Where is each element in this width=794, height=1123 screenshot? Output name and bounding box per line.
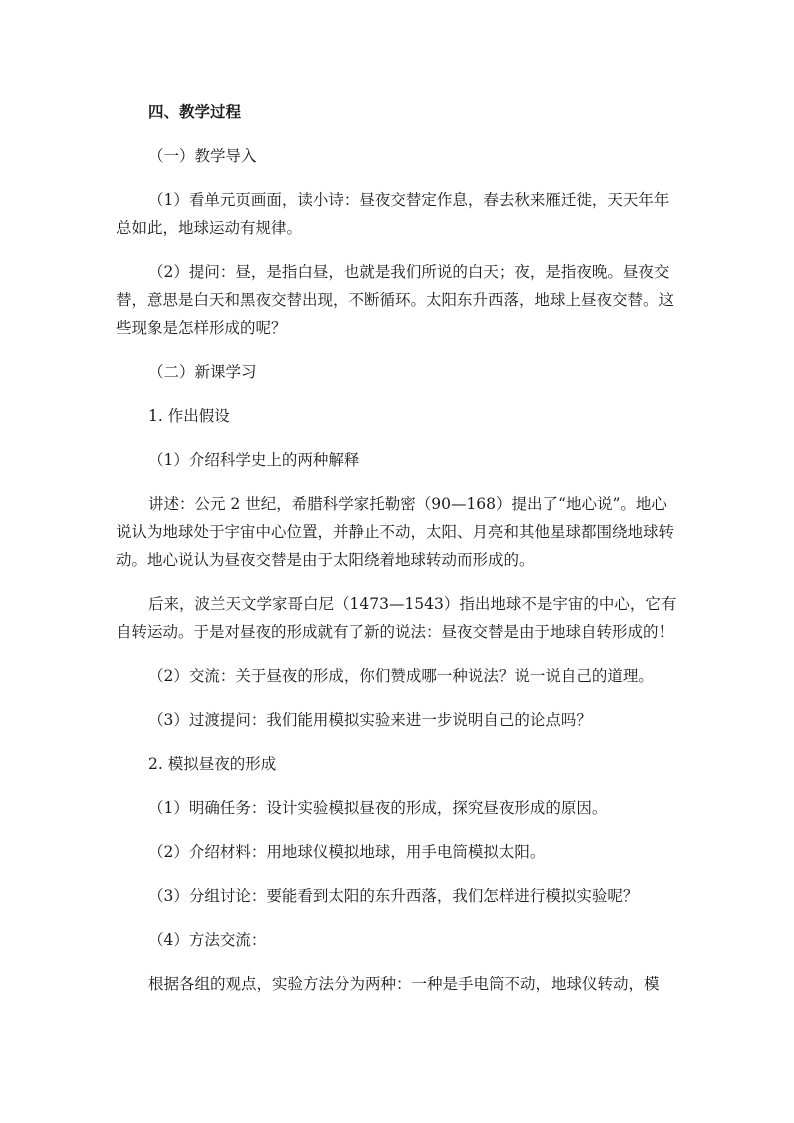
paragraph: 讲述：公元 2 世纪，希腊科学家托勒密（90—168）提出了“地心说”。地心说认为地球处于宇宙中心位置，并静止不动，太阳、月亮和其他星球都围绕地球转动。地心说认为昼夜交替是由于太阳绕着地球转动而形成的。: [116, 495, 675, 569]
paragraph: （3）分组讨论：要能看到太阳的东升西落，我们怎样进行模拟实验呢？: [148, 887, 639, 905]
subsection-heading: （一）教学导入: [148, 147, 257, 165]
numbered-heading: 1. 作出假设: [148, 407, 230, 425]
paragraph: （3）过渡提问：我们能用模拟实验来进一步说明自己的论点吗？: [148, 711, 592, 729]
section-heading: 四、教学过程: [148, 102, 242, 121]
paragraph: （2）交流：关于昼夜的形成，你们赞成哪一种说法？说一说自己的道理。: [148, 667, 654, 685]
paragraph: （2）介绍材料：用地球仪模拟地球，用手电筒模拟太阳。: [148, 843, 546, 861]
subsection-heading: （二）新课学习: [148, 363, 257, 381]
document-body: [116, 98, 678, 998]
paragraph: （1）看单元页画面，读小诗：昼夜交替定作息，春去秋来雁迁徙，天天年年总如此，地球运动有规律。: [116, 191, 670, 237]
paragraph: （2）提问：昼，是指白昼，也就是我们所说的白天；夜，是指夜晚。昼夜交替，意思是白天和黑夜交替出现，不断循环。太阳东升西落，地球上昼夜交替。这些现象是怎样形成的呢？: [116, 263, 675, 337]
paragraph: （1）明确任务：设计实验模拟昼夜的形成，探究昼夜形成的原因。: [148, 799, 608, 817]
paragraph: （1）介绍科学史上的两种解释: [148, 451, 360, 469]
paragraph: （4）方法交流：: [148, 931, 267, 949]
paragraph: 后来，波兰天文学家哥白尼（1473—1543）指出地球不是宇宙的中心，它有自转运动。于是对昼夜的形成就有了新的说法：昼夜交替是由于地球自转形成的！: [116, 595, 677, 641]
paragraph: 根据各组的观点，实验方法分为两种：一种是手电筒不动，地球仪转动，模: [148, 975, 660, 993]
numbered-heading: 2. 模拟昼夜的形成: [148, 755, 277, 773]
